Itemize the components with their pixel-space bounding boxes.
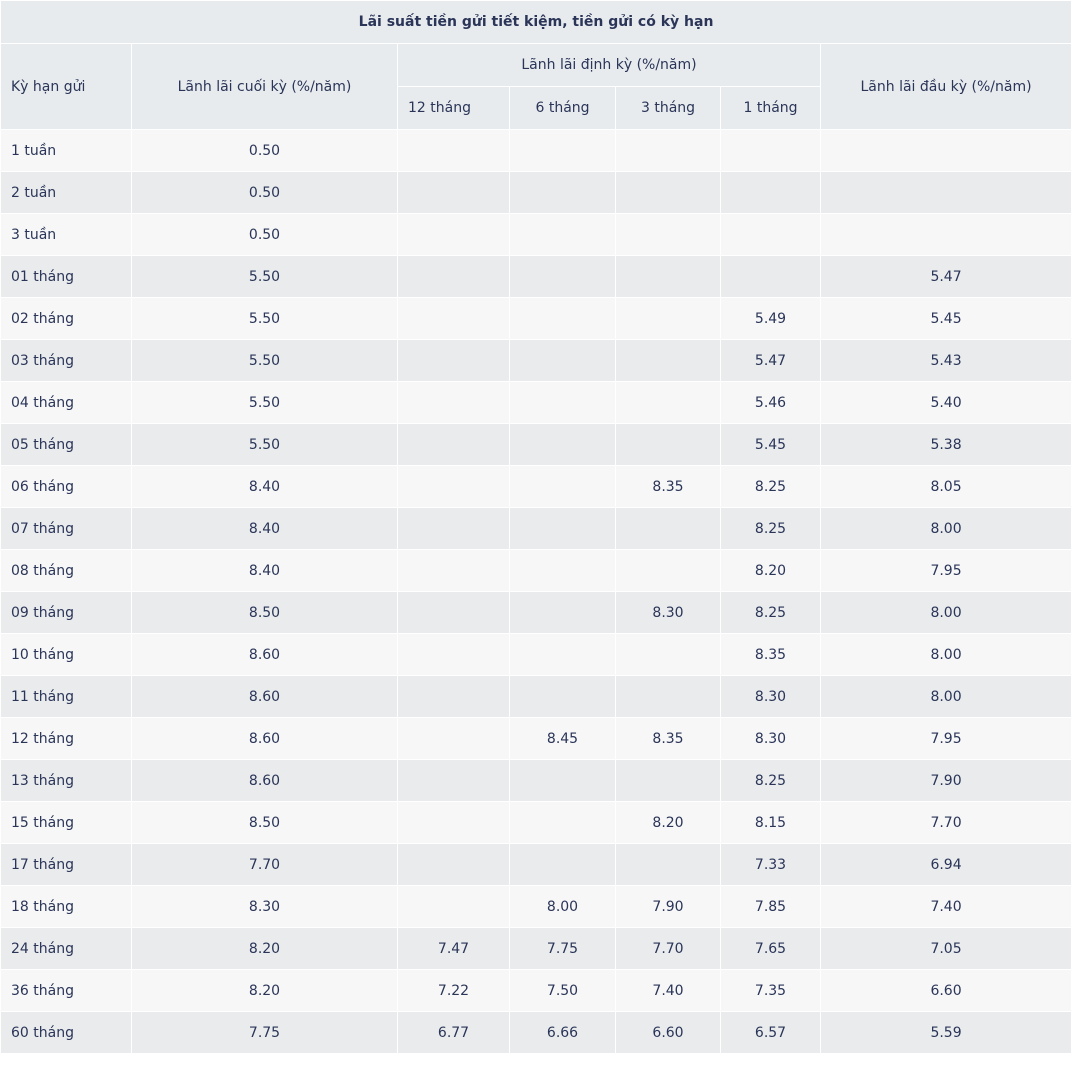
cell-periodic-12m: [398, 592, 510, 634]
table-row: [1, 382, 1071, 424]
cell-periodic-6m: 8.45: [510, 718, 616, 760]
cell-end-of-term: 5.50: [132, 256, 398, 298]
cell-periodic-6m: [510, 844, 616, 886]
cell-end-of-term: 8.40: [132, 550, 398, 592]
cell-term: 10 tháng: [1, 634, 132, 676]
table-row: [1, 172, 1071, 214]
cell-periodic-1m: 8.35: [721, 634, 821, 676]
cell-periodic-12m: [398, 676, 510, 718]
cell-periodic-3m: 7.70: [616, 928, 721, 970]
table-body: [1, 130, 1071, 1054]
cell-periodic-6m: 7.75: [510, 928, 616, 970]
cell-periodic-12m: [398, 760, 510, 802]
cell-end-of-term: 5.50: [132, 424, 398, 466]
cell-term: 24 tháng: [1, 928, 132, 970]
cell-periodic-1m: [721, 172, 821, 214]
cell-end-of-term: 5.50: [132, 298, 398, 340]
header-periodic-6m: 6 tháng: [510, 87, 616, 130]
cell-end-of-term: 8.60: [132, 718, 398, 760]
cell-start-of-term: 5.59: [821, 1012, 1071, 1054]
cell-periodic-12m: [398, 802, 510, 844]
header-term: Kỳ hạn gửi: [1, 44, 132, 130]
cell-start-of-term: 7.05: [821, 928, 1071, 970]
cell-term: 09 tháng: [1, 592, 132, 634]
cell-end-of-term: 8.50: [132, 802, 398, 844]
header-periodic-3m: 3 tháng: [616, 87, 721, 130]
cell-periodic-3m: [616, 676, 721, 718]
cell-periodic-3m: [616, 172, 721, 214]
table-row: [1, 970, 1071, 1012]
cell-term: 05 tháng: [1, 424, 132, 466]
cell-term: 2 tuần: [1, 172, 132, 214]
cell-periodic-3m: 6.60: [616, 1012, 721, 1054]
cell-periodic-1m: 8.15: [721, 802, 821, 844]
cell-periodic-12m: [398, 886, 510, 928]
header-end-of-term: Lãnh lãi cuối kỳ (%/năm): [132, 44, 398, 130]
cell-end-of-term: 0.50: [132, 130, 398, 172]
cell-periodic-12m: [398, 424, 510, 466]
cell-start-of-term: 7.40: [821, 886, 1071, 928]
cell-periodic-6m: [510, 550, 616, 592]
cell-periodic-12m: 7.47: [398, 928, 510, 970]
cell-periodic-12m: [398, 256, 510, 298]
cell-periodic-1m: 7.85: [721, 886, 821, 928]
cell-start-of-term: 7.95: [821, 718, 1071, 760]
cell-term: 08 tháng: [1, 550, 132, 592]
cell-periodic-12m: [398, 214, 510, 256]
cell-periodic-1m: [721, 256, 821, 298]
table-row: [1, 592, 1071, 634]
cell-periodic-3m: 8.20: [616, 802, 721, 844]
cell-periodic-1m: 8.25: [721, 760, 821, 802]
cell-periodic-3m: [616, 130, 721, 172]
table-row: [1, 298, 1071, 340]
cell-start-of-term: 5.38: [821, 424, 1071, 466]
table-row: [1, 634, 1071, 676]
cell-term: 04 tháng: [1, 382, 132, 424]
cell-term: 02 tháng: [1, 298, 132, 340]
header-row-1: [1, 44, 1071, 87]
cell-periodic-12m: [398, 718, 510, 760]
table-row: [1, 214, 1071, 256]
cell-term: 1 tuần: [1, 130, 132, 172]
table-row: [1, 256, 1071, 298]
cell-term: 01 tháng: [1, 256, 132, 298]
cell-periodic-12m: 7.22: [398, 970, 510, 1012]
cell-term: 07 tháng: [1, 508, 132, 550]
cell-periodic-6m: [510, 298, 616, 340]
cell-periodic-6m: [510, 130, 616, 172]
cell-periodic-6m: [510, 340, 616, 382]
table-title: Lãi suất tiền gửi tiết kiệm, tiền gửi có kỳ hạn: [1, 1, 1071, 44]
cell-term: 3 tuần: [1, 214, 132, 256]
cell-end-of-term: 5.50: [132, 340, 398, 382]
cell-periodic-6m: [510, 172, 616, 214]
cell-periodic-1m: 8.25: [721, 592, 821, 634]
cell-periodic-6m: [510, 424, 616, 466]
cell-periodic-1m: 6.57: [721, 1012, 821, 1054]
cell-end-of-term: 8.40: [132, 466, 398, 508]
cell-periodic-1m: 5.47: [721, 340, 821, 382]
cell-periodic-1m: [721, 130, 821, 172]
cell-periodic-12m: [398, 466, 510, 508]
cell-periodic-3m: 8.35: [616, 718, 721, 760]
cell-term: 36 tháng: [1, 970, 132, 1012]
cell-periodic-6m: [510, 676, 616, 718]
cell-start-of-term: [821, 214, 1071, 256]
cell-end-of-term: 8.40: [132, 508, 398, 550]
cell-start-of-term: [821, 130, 1071, 172]
cell-term: 13 tháng: [1, 760, 132, 802]
cell-term: 12 tháng: [1, 718, 132, 760]
cell-periodic-1m: 7.65: [721, 928, 821, 970]
cell-term: 11 tháng: [1, 676, 132, 718]
header-periodic: Lãnh lãi định kỳ (%/năm): [398, 44, 821, 87]
cell-start-of-term: 6.94: [821, 844, 1071, 886]
cell-periodic-12m: [398, 508, 510, 550]
cell-periodic-3m: [616, 256, 721, 298]
table-row: [1, 886, 1071, 928]
table-row: [1, 718, 1071, 760]
cell-periodic-6m: [510, 382, 616, 424]
cell-start-of-term: 7.95: [821, 550, 1071, 592]
table-row: [1, 340, 1071, 382]
table-row: [1, 844, 1071, 886]
header-start-of-term: Lãnh lãi đầu kỳ (%/năm): [821, 44, 1071, 130]
cell-periodic-3m: [616, 634, 721, 676]
cell-end-of-term: 8.20: [132, 928, 398, 970]
cell-term: 06 tháng: [1, 466, 132, 508]
cell-periodic-6m: 8.00: [510, 886, 616, 928]
cell-start-of-term: 6.60: [821, 970, 1071, 1012]
table-row: [1, 928, 1071, 970]
table-row: [1, 1012, 1071, 1054]
table-row: [1, 466, 1071, 508]
cell-periodic-6m: [510, 508, 616, 550]
table-row: [1, 130, 1071, 172]
cell-periodic-1m: [721, 214, 821, 256]
cell-periodic-6m: [510, 466, 616, 508]
cell-periodic-6m: [510, 592, 616, 634]
cell-periodic-12m: [398, 550, 510, 592]
cell-start-of-term: 5.47: [821, 256, 1071, 298]
cell-start-of-term: 8.05: [821, 466, 1071, 508]
cell-periodic-3m: [616, 508, 721, 550]
cell-end-of-term: 8.20: [132, 970, 398, 1012]
cell-end-of-term: 8.50: [132, 592, 398, 634]
cell-periodic-12m: 6.77: [398, 1012, 510, 1054]
cell-periodic-12m: [398, 172, 510, 214]
cell-periodic-6m: [510, 214, 616, 256]
cell-end-of-term: 0.50: [132, 214, 398, 256]
cell-term: 18 tháng: [1, 886, 132, 928]
cell-periodic-6m: [510, 760, 616, 802]
cell-end-of-term: 8.60: [132, 634, 398, 676]
table-row: [1, 424, 1071, 466]
cell-start-of-term: 8.00: [821, 634, 1071, 676]
cell-periodic-3m: 7.90: [616, 886, 721, 928]
cell-start-of-term: 8.00: [821, 508, 1071, 550]
table-row: [1, 508, 1071, 550]
table-row: [1, 676, 1071, 718]
cell-periodic-12m: [398, 634, 510, 676]
cell-periodic-1m: 8.30: [721, 718, 821, 760]
cell-periodic-3m: [616, 382, 721, 424]
cell-periodic-3m: [616, 760, 721, 802]
table-row: [1, 802, 1071, 844]
cell-start-of-term: 5.45: [821, 298, 1071, 340]
cell-start-of-term: 5.43: [821, 340, 1071, 382]
cell-periodic-1m: 8.25: [721, 466, 821, 508]
header-periodic-12m: 12 tháng: [398, 87, 510, 130]
cell-periodic-1m: 5.46: [721, 382, 821, 424]
cell-end-of-term: 8.30: [132, 886, 398, 928]
header-periodic-1m: 1 tháng: [721, 87, 821, 130]
cell-periodic-12m: [398, 382, 510, 424]
cell-end-of-term: 5.50: [132, 382, 398, 424]
cell-term: 15 tháng: [1, 802, 132, 844]
cell-periodic-3m: [616, 298, 721, 340]
cell-periodic-1m: 8.20: [721, 550, 821, 592]
cell-periodic-3m: 7.40: [616, 970, 721, 1012]
cell-periodic-3m: 8.30: [616, 592, 721, 634]
cell-periodic-1m: 7.35: [721, 970, 821, 1012]
cell-periodic-6m: [510, 256, 616, 298]
cell-end-of-term: 0.50: [132, 172, 398, 214]
cell-end-of-term: 8.60: [132, 676, 398, 718]
cell-periodic-12m: [398, 130, 510, 172]
cell-periodic-1m: 8.30: [721, 676, 821, 718]
cell-term: 03 tháng: [1, 340, 132, 382]
cell-periodic-1m: 5.49: [721, 298, 821, 340]
cell-periodic-6m: 6.66: [510, 1012, 616, 1054]
cell-periodic-3m: 8.35: [616, 466, 721, 508]
cell-end-of-term: 7.75: [132, 1012, 398, 1054]
table-row: [1, 550, 1071, 592]
cell-periodic-3m: [616, 844, 721, 886]
cell-start-of-term: [821, 172, 1071, 214]
cell-start-of-term: 5.40: [821, 382, 1071, 424]
cell-term: 60 tháng: [1, 1012, 132, 1054]
cell-start-of-term: 7.90: [821, 760, 1071, 802]
cell-term: 17 tháng: [1, 844, 132, 886]
cell-end-of-term: 8.60: [132, 760, 398, 802]
cell-periodic-3m: [616, 340, 721, 382]
cell-end-of-term: 7.70: [132, 844, 398, 886]
cell-start-of-term: 8.00: [821, 592, 1071, 634]
cell-periodic-3m: [616, 214, 721, 256]
cell-periodic-12m: [398, 340, 510, 382]
table-title-row: [1, 1, 1071, 44]
cell-periodic-3m: [616, 550, 721, 592]
cell-periodic-6m: [510, 634, 616, 676]
cell-start-of-term: 8.00: [821, 676, 1071, 718]
cell-start-of-term: 7.70: [821, 802, 1071, 844]
cell-periodic-3m: [616, 424, 721, 466]
cell-periodic-1m: 5.45: [721, 424, 821, 466]
cell-periodic-12m: [398, 844, 510, 886]
cell-periodic-1m: 7.33: [721, 844, 821, 886]
table-row: [1, 760, 1071, 802]
cell-periodic-1m: 8.25: [721, 508, 821, 550]
cell-periodic-6m: 7.50: [510, 970, 616, 1012]
cell-periodic-6m: [510, 802, 616, 844]
cell-periodic-12m: [398, 298, 510, 340]
